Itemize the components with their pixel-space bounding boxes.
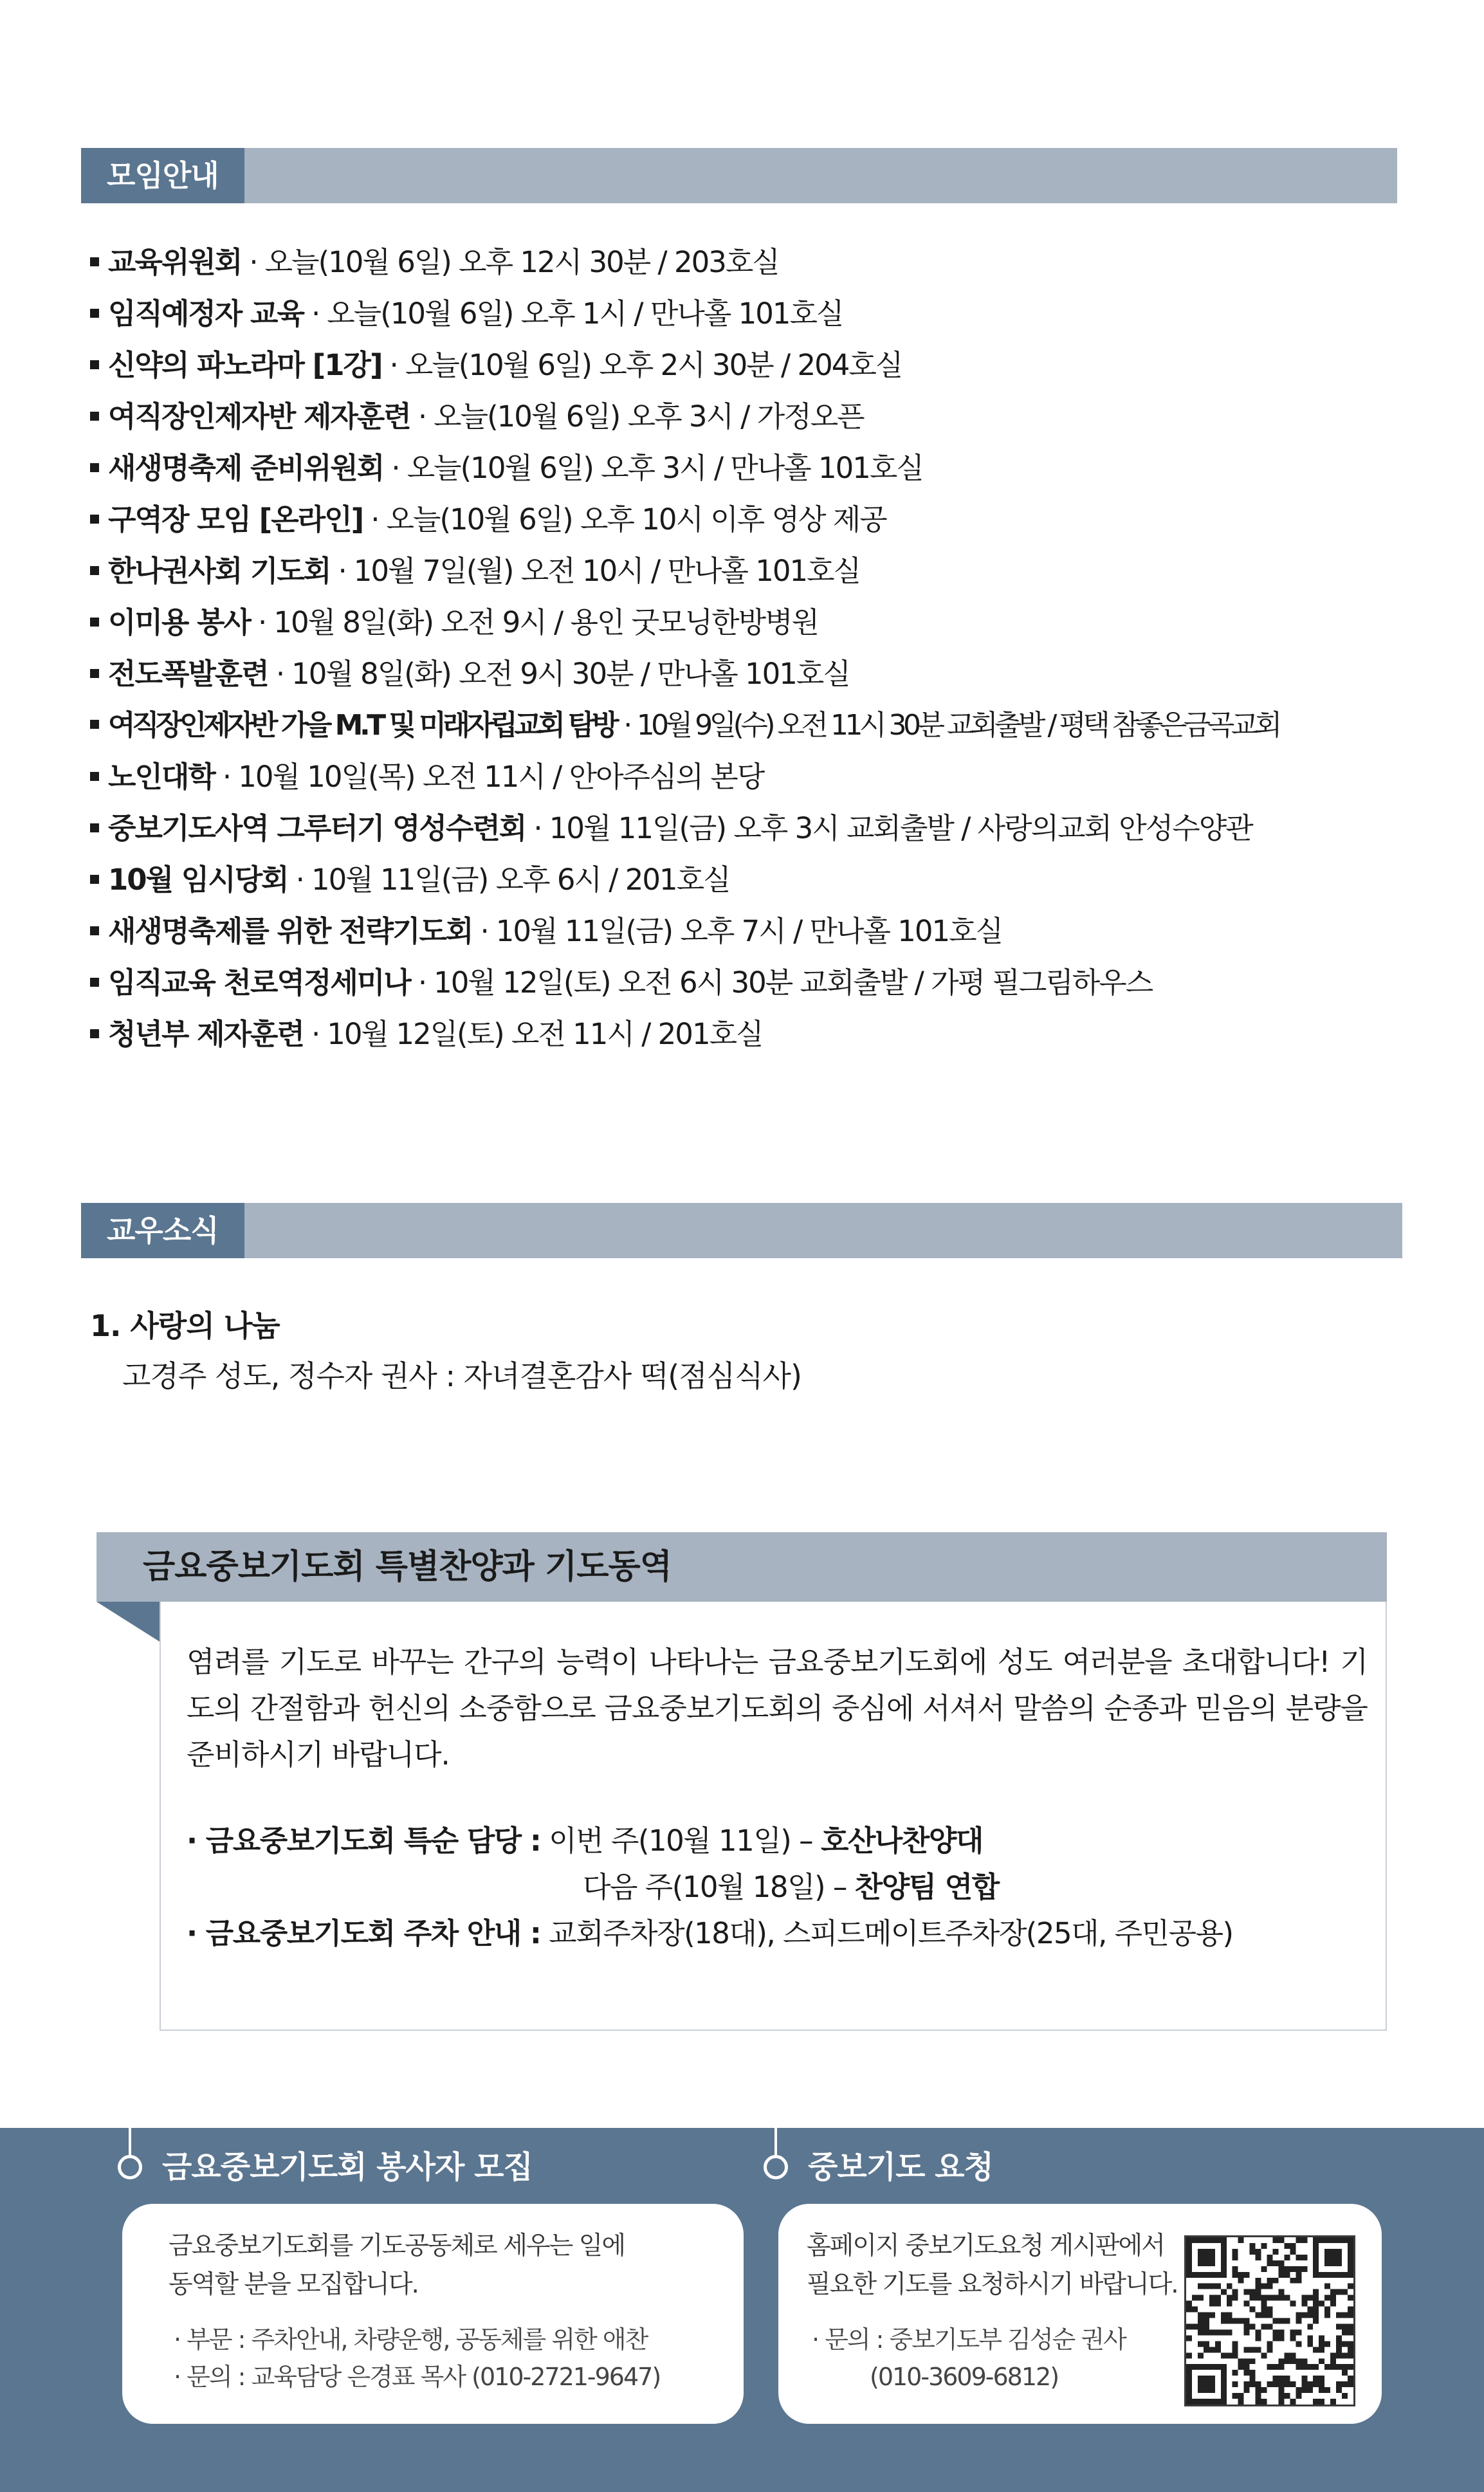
separator-dot: · (258, 605, 266, 639)
meeting-detail: 오늘(10월 6일) 오후 10시 이후 영상 제공 (386, 502, 886, 536)
bullet-icon (90, 566, 99, 575)
praise-1-team: 호산나찬양대 (820, 1824, 983, 1858)
separator-dot: · (311, 1017, 320, 1051)
meeting-item (90, 700, 1402, 751)
volunteer-circle-icon (118, 2155, 142, 2179)
bullet-icon (90, 1029, 99, 1038)
meeting-item (90, 751, 1402, 803)
meeting-item (90, 391, 1402, 443)
meeting-item (90, 1009, 1402, 1060)
prayer-request-line2: 필요한 기도를 요청하시기 바랍니다. (807, 2270, 1178, 2299)
news-item-title: 1. 사랑의 나눔 (90, 1308, 280, 1343)
meeting-detail: 10월 11일(금) 오후 7시 / 만나홀 101호실 (495, 914, 1003, 948)
meeting-title: 노인대학 (108, 760, 215, 794)
bullet-icon (90, 257, 99, 266)
meetings-header: 모임안내 (81, 148, 244, 203)
bullet-icon (90, 309, 99, 318)
separator-dot: · (311, 297, 320, 331)
separator-dot: · (222, 760, 231, 794)
meeting-item (90, 545, 1402, 597)
news-item-body: 고경주 성도, 정수자 권사 : 자녀결혼감사 떡(점심식사) (122, 1359, 802, 1393)
meeting-detail: 10월 12일(토) 오전 6시 30분 교회출발 / 가평 필그림하우스 (434, 966, 1153, 1000)
meeting-title: 이미용 봉사 (108, 605, 251, 639)
bullet-icon (90, 823, 99, 832)
prayer-request-contact: · 문의 : 중보기도부 김성순 권사 (812, 2325, 1126, 2354)
friday-prayer-fold-decoration (96, 1602, 160, 1642)
bullet-icon (90, 463, 99, 472)
bullet-icon (90, 412, 99, 421)
meeting-item (90, 648, 1402, 700)
meeting-item (90, 443, 1402, 494)
volunteer-title: 금요중보기도회 봉사자 모집 (162, 2149, 533, 2185)
meeting-item (90, 957, 1402, 1009)
meeting-list (90, 237, 1402, 1060)
prayer-request-phone: (010-3609-6812) (870, 2363, 1059, 2391)
separator-dot: · (623, 709, 629, 742)
meeting-item (90, 288, 1402, 340)
separator-dot: · (417, 966, 426, 1000)
praise-1-prefix: 이번 주(10월 11일) – (549, 1824, 813, 1858)
bullet-icon (90, 875, 99, 884)
news-section (90, 1301, 802, 1401)
praise-label: · 금요중보기도회 특순 담당 : (187, 1824, 541, 1858)
meeting-title: 임직예정자 교육 (108, 297, 304, 331)
parking-label: · 금요중보기도회 주차 안내 : (187, 1916, 541, 1950)
separator-dot: · (391, 451, 399, 485)
meeting-detail: 10월 12일(토) 오전 11시 / 201호실 (327, 1017, 763, 1051)
volunteer-connector-line (129, 2128, 131, 2155)
parking-row (187, 1910, 1233, 1957)
qr-code-icon[interactable] (1184, 2235, 1355, 2406)
meeting-detail: 오늘(10월 6일) 오후 1시 / 만나홀 101호실 (327, 297, 843, 331)
meeting-title: 청년부 제자훈련 (108, 1017, 304, 1051)
separator-dot: · (295, 863, 304, 897)
meeting-title: 새생명축제 준비위원회 (108, 451, 384, 485)
meeting-detail: 10월 7일(월) 오전 10시 / 만나홀 101호실 (353, 554, 861, 588)
friday-prayer-header (96, 1532, 1387, 1602)
bullet-icon (90, 360, 99, 369)
meeting-detail: 오늘(10월 6일) 오후 12시 30분 / 203호실 (264, 245, 779, 279)
meetings-header-bar (81, 148, 1397, 203)
meeting-title: 임직교육 천로역정세미나 (108, 966, 410, 1000)
meeting-item (90, 340, 1402, 391)
separator-dot: · (417, 399, 426, 434)
meeting-title: 새생명축제를 위한 전략기도회 (108, 914, 473, 948)
news-header: 교우소식 (81, 1203, 244, 1258)
separator-dot: · (338, 554, 346, 588)
separator-dot: · (389, 348, 398, 382)
volunteer-contact: · 문의 : 교육담당 은경표 목사 (010-2721-9647) (174, 2363, 661, 2391)
meeting-item (90, 237, 1402, 288)
separator-dot: · (249, 245, 257, 279)
meeting-title: 구역장 모임 [온라인] (108, 502, 363, 536)
praise-2-team: 찬양팀 연합 (854, 1870, 999, 1904)
meeting-title: 여직장인제자반 가을 M.T 및 미래자립교회 탐방 (108, 709, 616, 742)
praise-2-prefix: 다음 주(10월 18일) – (583, 1870, 847, 1904)
news-header-bar (81, 1203, 1402, 1258)
bullet-icon (90, 669, 99, 678)
friday-prayer-title: 금요중보기도회 특별찬양과 기도동역 (143, 1548, 672, 1586)
prayer-request-line1: 홈페이지 중보기도요청 게시판에서 (807, 2231, 1164, 2260)
meeting-item (90, 906, 1402, 957)
meeting-detail: 오늘(10월 6일) 오후 3시 / 가정오픈 (434, 399, 864, 434)
volunteer-line1: 금요중보기도회를 기도공동체로 세우는 일에 (169, 2231, 625, 2260)
meeting-title: 여직장인제자반 제자훈련 (108, 399, 410, 434)
parking-detail: 교회주차장(18대), 스피드메이트주차장(25대, 주민공용) (549, 1916, 1233, 1950)
friday-prayer-intro: 염려를 기도로 바꾸는 간구의 능력이 나타나는 금요중보기도회에 성도 여러분을 초대합니다! 기도의 간절함과 헌신의 소중함으로 금요중보기도회의 중심에 서셔서 말씀의 순종과 믿음의 분량을 준비하시기 바랍니다. (187, 1645, 1368, 1772)
bullet-icon (90, 772, 99, 781)
meeting-title: 중보기도사역 그루터기 영성수련회 (108, 811, 526, 845)
volunteer-line2: 동역할 분을 모집합니다. (169, 2270, 418, 2299)
separator-dot: · (275, 657, 284, 691)
praise-row-2 (187, 1864, 1233, 1910)
meeting-title: 신약의 파노라마 [1강] (108, 348, 382, 382)
separator-dot: · (371, 502, 379, 536)
bullet-icon (90, 618, 99, 627)
bullet-icon (90, 926, 99, 935)
meeting-item (90, 854, 1402, 906)
meeting-detail: 오늘(10월 6일) 오후 2시 30분 / 204호실 (405, 348, 902, 382)
meeting-title: 교육위원회 (108, 245, 242, 279)
bullet-icon (90, 978, 99, 987)
volunteer-dept: · 부문 : 주차안내, 차량운행, 공동체를 위한 애찬 (174, 2325, 648, 2354)
friday-prayer-details (187, 1818, 1233, 1957)
meeting-title: 한나권사회 기도회 (108, 554, 331, 588)
meeting-item (90, 803, 1402, 854)
meeting-item (90, 494, 1402, 545)
meeting-title: 10월 임시당회 (108, 863, 288, 897)
meeting-detail: 10월 11일(금) 오후 6시 / 201호실 (311, 863, 730, 897)
separator-dot: · (533, 811, 542, 845)
meeting-detail: 10월 8일(화) 오전 9시 30분 / 만나홀 101호실 (291, 657, 850, 691)
meeting-detail: 오늘(10월 6일) 오후 3시 / 만나홀 101호실 (407, 451, 923, 485)
meeting-detail: 10월 9일(수) 오전 11시 30분 교회출발 / 평택 참좋은금곡교회 (636, 709, 1279, 742)
meeting-detail: 10월 11일(금) 오후 3시 교회출발 / 사랑의교회 안성수양관 (549, 811, 1252, 845)
meeting-item (90, 597, 1402, 648)
prayer-request-title: 중보기도 요청 (808, 2149, 993, 2185)
meeting-detail: 10월 8일(화) 오전 9시 / 용인 굿모닝한방병원 (273, 605, 819, 639)
separator-dot: · (480, 914, 488, 948)
friday-prayer-box (160, 1541, 1387, 2031)
prayer-request-connector-line (774, 2128, 777, 2155)
bullet-icon (90, 515, 99, 524)
prayer-request-circle-icon (764, 2155, 788, 2179)
bullet-icon (90, 720, 99, 729)
praise-row-1 (187, 1818, 1233, 1864)
meeting-title: 전도폭발훈련 (108, 657, 268, 691)
meeting-detail: 10월 10일(목) 오전 11시 / 안아주심의 본당 (238, 760, 764, 794)
